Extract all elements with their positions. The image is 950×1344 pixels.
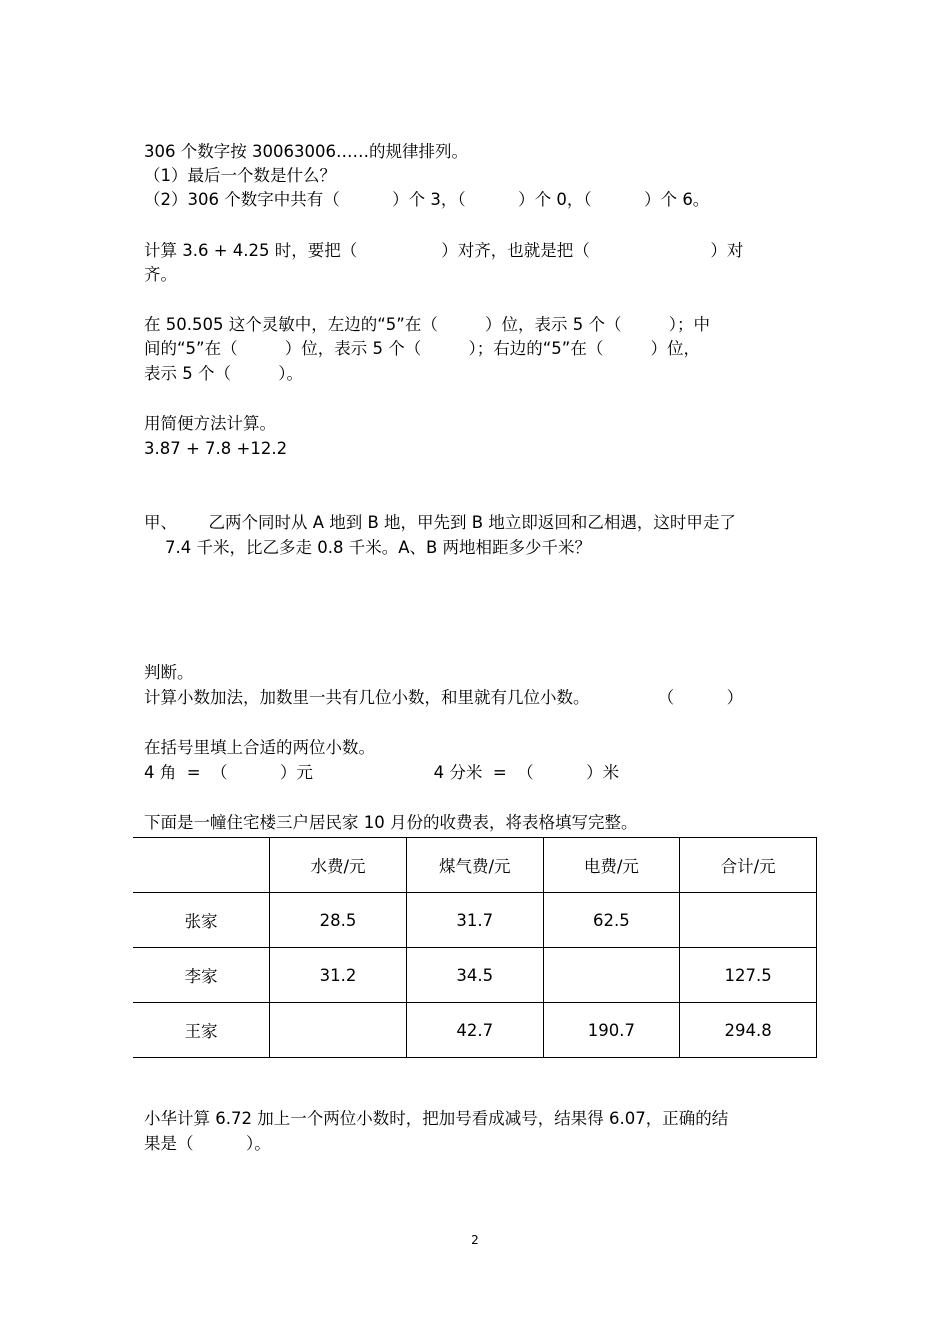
q5-line2: 7.4 千米，比乙多走 0.8 千米。A、B 两地相距多少千米？	[144, 538, 592, 557]
table-cell: 294.8	[680, 1003, 817, 1058]
table-cell: 190.7	[543, 1003, 680, 1058]
q1-part2: （2）306 个数字中共有（ ）个 3，（ ）个 0，（ ）个 6。	[144, 190, 710, 209]
q5-line1: 甲、 乙两个同时从 A 地到 B 地，甲先到 B 地立即返回和乙相遇，这时甲走了	[144, 513, 736, 532]
q6-statement: 计算小数加法，加数里一共有几位小数，和里就有几位小数。 （ ）	[144, 688, 744, 707]
q9-line2: 果是（ ）。	[144, 1134, 271, 1153]
table-cell: 张家	[133, 893, 270, 948]
q6-title: 判断。	[144, 663, 194, 682]
q8-title: 下面是一幢住宅楼三户居民家 10 月份的收费表，将表格填写完整。	[144, 813, 638, 832]
q3-line3: 表示 5 个（ ）。	[144, 364, 303, 383]
table-cell: 李家	[133, 948, 270, 1003]
q3-line1: 在 50.505 这个灵敏中，左边的“5”在（ ）位，表示 5 个（ ）；中	[144, 315, 710, 334]
table-cell: 28.5	[270, 893, 407, 948]
table-cell: 34.5	[406, 948, 543, 1003]
table-header-cell	[133, 838, 270, 893]
table-header-row	[133, 838, 817, 893]
q3-line2: 间的“5”在（ ）位，表示 5 个（ ）；右边的“5”在（ ）位，	[144, 339, 701, 358]
table-cell: 31.2	[270, 948, 407, 1003]
q1-stem: 306 个数字按 30063006……的规律排列。	[144, 142, 468, 161]
table-cell: 62.5	[543, 893, 680, 948]
table-header-cell: 煤气费/元	[406, 838, 543, 893]
table-header-cell: 合计/元	[680, 838, 817, 893]
q7-title: 在括号里填上合适的两位小数。	[144, 738, 375, 757]
table-row	[133, 893, 817, 948]
q4-expression: 3.87 + 7.8 +12.2	[144, 439, 288, 458]
q1-part1: （1）最后一个数是什么？	[144, 166, 336, 185]
table-cell	[680, 893, 817, 948]
table-header-cell: 水费/元	[270, 838, 407, 893]
q7-items: 4 角 = （ ）元 4 分米 = （ ）米	[144, 763, 620, 782]
table-row	[133, 1003, 817, 1058]
table-cell: 127.5	[680, 948, 817, 1003]
q4-title: 用简便方法计算。	[144, 414, 276, 433]
q2-line1: 计算 3.6 + 4.25 时，要把（ ）对齐，也就是把（ ）对	[144, 241, 744, 260]
table-cell: 王家	[133, 1003, 270, 1058]
table-cell	[270, 1003, 407, 1058]
table-row	[133, 948, 817, 1003]
q2-line2: 齐。	[144, 265, 177, 284]
q9-line1: 小华计算 6.72 加上一个两位小数时，把加号看成减号，结果得 6.07，正确的结	[144, 1109, 729, 1128]
table-cell: 31.7	[406, 893, 543, 948]
table-cell: 42.7	[406, 1003, 543, 1058]
page-number: 2	[471, 1233, 479, 1247]
fee-table	[133, 837, 817, 1058]
table-cell	[543, 948, 680, 1003]
table-header-cell: 电费/元	[543, 838, 680, 893]
